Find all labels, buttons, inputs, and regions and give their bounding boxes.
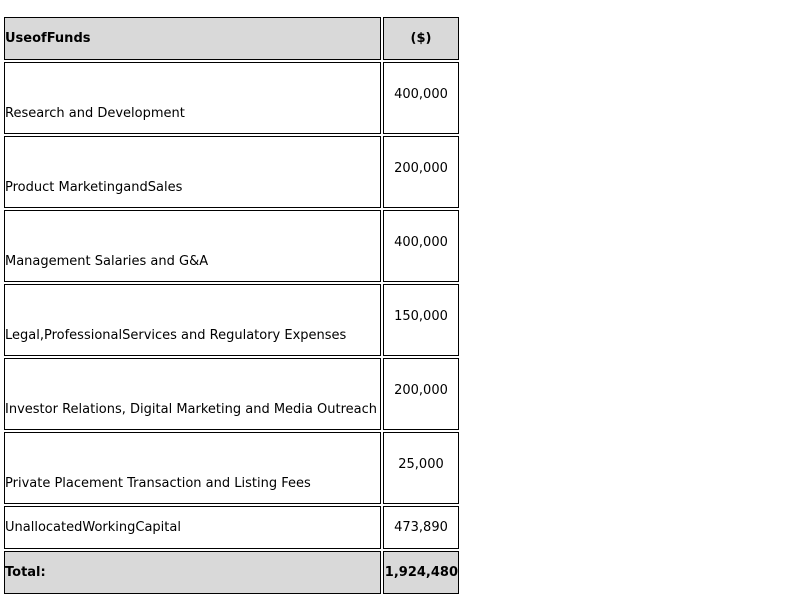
row-value: 400,000 — [383, 62, 459, 134]
row-value: 150,000 — [383, 284, 459, 356]
row-label: Research and Development — [4, 62, 381, 134]
row-label: UnallocatedWorkingCapital — [4, 506, 381, 549]
row-value: 200,000 — [383, 358, 459, 430]
use-of-funds-table — [2, 15, 461, 596]
table-header-row — [4, 17, 459, 60]
table-row — [4, 136, 459, 208]
table-row — [4, 284, 459, 356]
total-label: Total: — [4, 551, 381, 594]
row-value: 473,890 — [383, 506, 459, 549]
header-amount: ($) — [383, 17, 459, 60]
table-row — [4, 210, 459, 282]
table-row — [4, 358, 459, 430]
row-label: Product MarketingandSales — [4, 136, 381, 208]
header-use-of-funds: UseofFunds — [4, 17, 381, 60]
row-label: Management Salaries and G&A — [4, 210, 381, 282]
row-value: 400,000 — [383, 210, 459, 282]
total-row — [4, 551, 459, 594]
table-row — [4, 62, 459, 134]
row-label: Investor Relations, Digital Marketing and Media Outreach — [4, 358, 381, 430]
row-label: Private Placement Transaction and Listing Fees — [4, 432, 381, 504]
table-row — [4, 432, 459, 504]
row-label: Legal,ProfessionalServices and Regulatory Expenses — [4, 284, 381, 356]
row-value: 200,000 — [383, 136, 459, 208]
table-row — [4, 506, 459, 549]
total-value: 1,924,480 — [383, 551, 459, 594]
row-value: 25,000 — [383, 432, 459, 504]
